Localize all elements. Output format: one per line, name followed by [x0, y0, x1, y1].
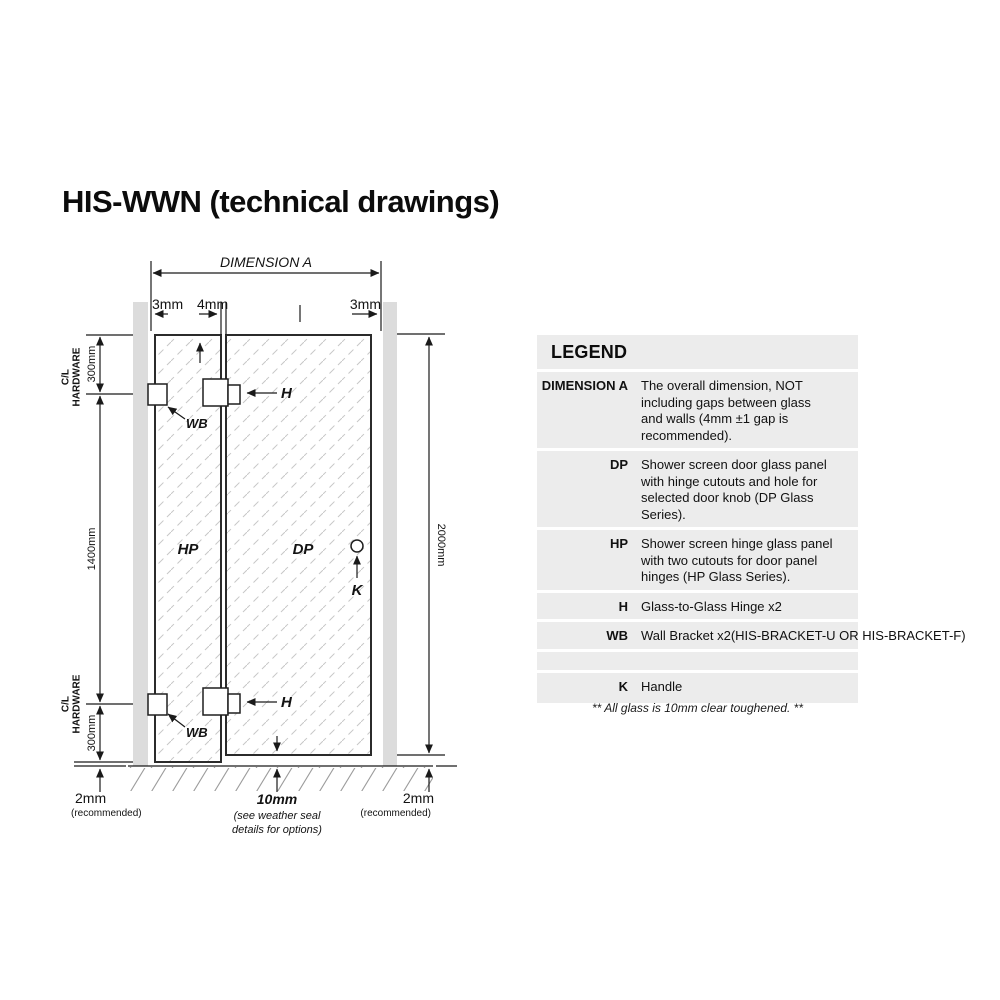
legend-row-h [537, 590, 858, 620]
legend-description: Handle [641, 679, 683, 695]
top-gap-right-label: 3mm [349, 296, 381, 312]
legend-row-k [537, 670, 858, 703]
bottom-gap-right-note: (recommended) [360, 808, 431, 819]
bottom-gap-center-label: 10mm [256, 791, 298, 807]
top-gap-center-label: 4mm [197, 296, 229, 312]
glass-footnote: ** All glass is 10mm clear toughened. ** [592, 701, 803, 715]
bottom-gap-left-note: (recommended) [71, 808, 142, 819]
technical-drawing [55, 240, 465, 850]
legend-description: Shower screen door glass panel with hinge cutouts and hole for selected door knob (DP Glass Series). [641, 457, 827, 522]
hp-panel-label: HP [177, 541, 199, 558]
page-title: HIS-WWN (technical drawings) [62, 184, 500, 219]
legend-term: K [618, 679, 628, 695]
dimension-a [151, 254, 381, 331]
wall-bracket-top-label: WB [186, 416, 208, 431]
top-offset-label: 300mm [85, 345, 98, 383]
cl-hardware-bottom-line1: C/L [60, 695, 72, 713]
bottom-gap-center-note2: details for options) [232, 824, 322, 836]
wall-bracket-bottom-label: WB [186, 725, 208, 740]
legend-description: Wall Bracket x2(HIS-BRACKET-U OR HIS-BRACKET-F) [641, 628, 966, 643]
left-wall [133, 302, 148, 766]
legend-description: Glass-to-Glass Hinge x2 [641, 598, 782, 614]
legend-panel [537, 335, 966, 703]
overall-height-label: 2000mm [435, 523, 448, 567]
legend-description: The overall dimension, NOT including gaps between glass and walls (4mm ±1 gap is recommended). [641, 378, 811, 443]
legend-row-wb [537, 619, 966, 649]
top-gap-left-label: 3mm [152, 296, 184, 312]
bottom-gap-right-label: 2mm [402, 790, 434, 806]
legend-row-dp [537, 448, 858, 527]
legend-title: LEGEND [551, 342, 628, 362]
cl-hardware-top-line2: HARDWARE [71, 347, 83, 407]
dimension-a-label: DIMENSION A [219, 254, 313, 270]
legend-term: DP [609, 457, 628, 472]
right-wall [383, 302, 397, 766]
legend-term: HP [609, 536, 628, 551]
legend-term: WB [606, 628, 628, 643]
mid-height-label: 1400mm [85, 527, 98, 571]
legend-row-empty [537, 649, 858, 670]
top-gap-dimensions [152, 296, 381, 322]
bottom-gap-left-label: 2mm [75, 790, 107, 806]
left-dimension-column [61, 335, 142, 819]
right-dimension-column [360, 334, 457, 819]
dp-panel-label: DP [292, 541, 314, 558]
bottom-offset-label: 300mm [85, 714, 98, 752]
floor [128, 766, 433, 791]
legend-term: DIMENSION A [541, 378, 628, 393]
hinge-bottom-label: H [281, 694, 292, 711]
bottom-gap-center-note1: (see weather seal [233, 810, 321, 822]
handle-label: K [351, 582, 363, 599]
cl-hardware-bottom-line2: HARDWARE [71, 674, 83, 734]
legend-description: Shower screen hinge glass panel with two cutouts for door panel hinges (HP Glass Series). [641, 536, 833, 584]
hinge-top-label: H [281, 385, 292, 402]
legend-row-hp [537, 527, 858, 590]
legend-term: H [618, 598, 628, 614]
legend-row-dimension-a [537, 369, 858, 448]
cl-hardware-top-line1: C/L [60, 368, 72, 386]
